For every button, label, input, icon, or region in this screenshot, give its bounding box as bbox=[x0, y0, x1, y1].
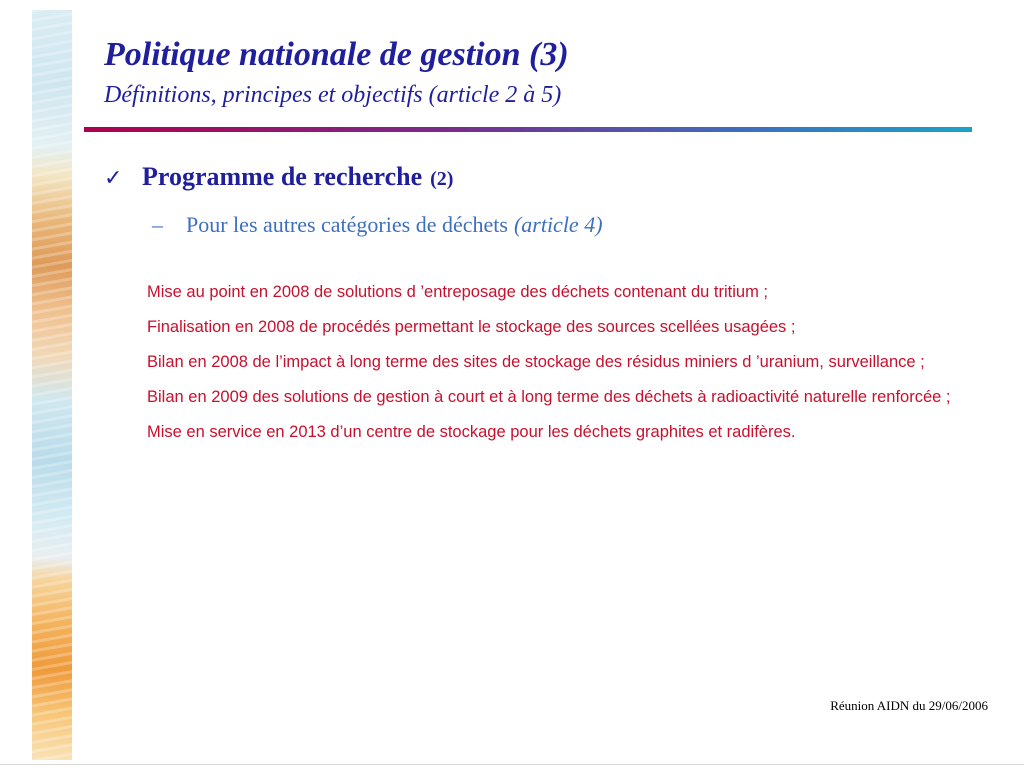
main-bullet-text: Programme de recherche bbox=[142, 162, 423, 191]
title-divider bbox=[84, 127, 972, 132]
main-bullet bbox=[104, 162, 453, 192]
check-icon: ✓ bbox=[104, 166, 123, 191]
research-items-list bbox=[147, 281, 957, 456]
main-bullet-suffix: (2) bbox=[430, 168, 454, 190]
bottom-divider bbox=[0, 764, 1024, 765]
sub-bullet-reference: (article 4) bbox=[513, 212, 603, 237]
list-item: Bilan en 2008 de l’impact à long terme des sites de stockage des résidus miniers d ’uranium, surveillance ; bbox=[147, 353, 925, 371]
slide-title: Politique nationale de gestion (3) bbox=[104, 36, 569, 73]
dash-icon: – bbox=[152, 212, 163, 237]
sub-bullet bbox=[152, 212, 603, 238]
decorative-side-strip bbox=[32, 10, 72, 760]
slide-subtitle: Définitions, principes et objectifs (article 2 à 5) bbox=[104, 82, 562, 108]
sub-bullet-text: Pour les autres catégories de déchets bbox=[186, 212, 508, 237]
list-item: Bilan en 2009 des solutions de gestion à court et à long terme des déchets à radioactivité naturelle renforcée ; bbox=[147, 388, 951, 406]
list-item: Mise au point en 2008 de solutions d ’entreposage des déchets contenant du tritium ; bbox=[147, 283, 768, 301]
slide-footer: Réunion AIDN du 29/06/2006 bbox=[830, 698, 988, 713]
list-item: Mise en service en 2013 d’un centre de stockage pour les déchets graphites et radifères. bbox=[147, 423, 796, 441]
list-item: Finalisation en 2008 de procédés permettant le stockage des sources scellées usagées ; bbox=[147, 318, 796, 336]
